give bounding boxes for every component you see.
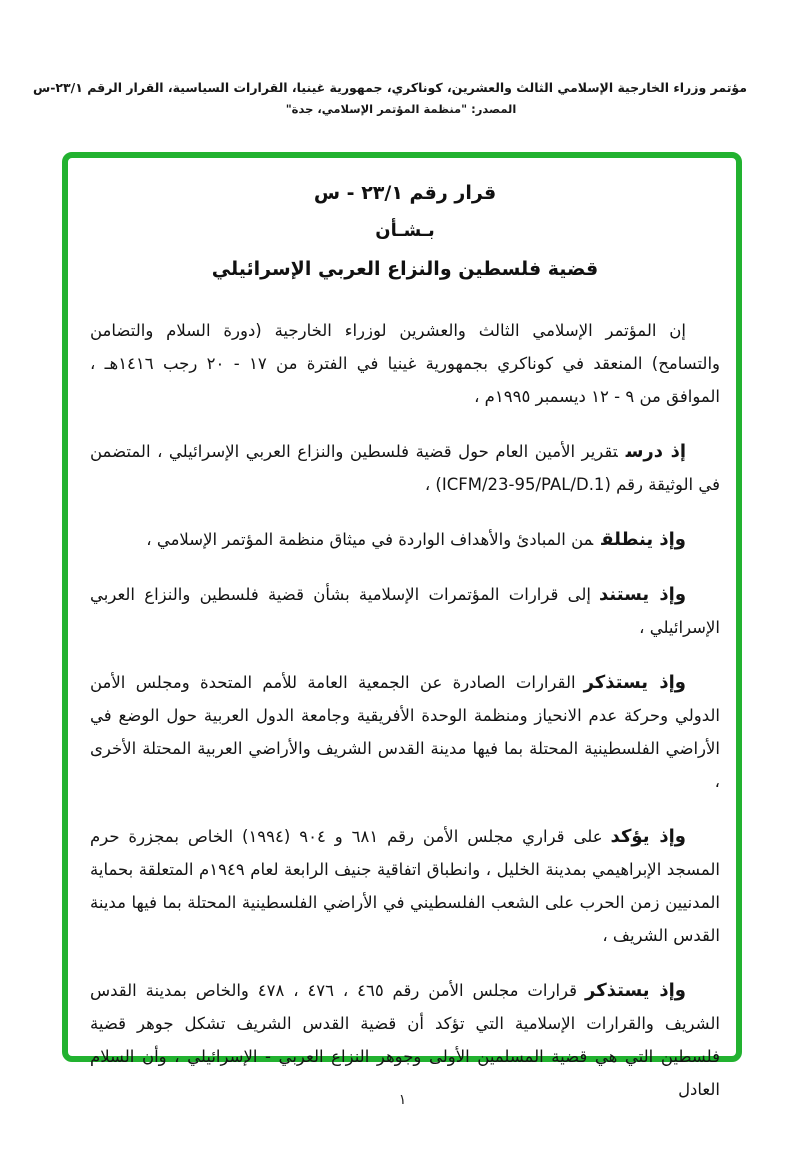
paragraph-proceeding-from (90, 523, 720, 556)
paragraph-recalling-security-council (90, 974, 720, 1106)
resolution-topic-title: قضية فلسطين والنزاع العربي الإسرائيلي (211, 258, 599, 280)
paragraph-affirming (90, 820, 720, 952)
paragraph-lead: إذ درس (625, 441, 686, 462)
paragraph-preamble (90, 314, 720, 413)
resolution-number-title: قرار رقم ٢٣/١ - س (313, 182, 497, 204)
resolution-body (68, 158, 736, 1106)
paragraph-text: على قراري مجلس الأمن رقم ٦٨١ و ٩٠٤ (١٩٩٤) الخاص بمجزرة حرم المسجد الإبراهيمي بمدينة الخليل ، وانطباق اتفاقية جنيف الرابعة لعام ١٩٤٩م المتعلقة بحماية المدنيين زمن الحرب على الشعب الفلسطيني في الأراضي الفلسطينية المحتلة بما فيها مدينة القدس الشريف ، (90, 827, 721, 945)
paragraph-text: إلى قرارات المؤتمرات الإسلامية بشأن قضية فلسطين والنزاع العربي الإسرائيلي ، (90, 585, 720, 637)
paragraph-having-studied (90, 435, 720, 501)
paragraph-text: قرارات مجلس الأمن رقم ٤٦٥ ، ٤٧٦ ، ٤٧٨ والخاص بمدينة القدس الشريف والقرارات الإسلامية التي تؤكد أن قضية القدس الشريف تشكل جوهر قضية فلسطين التي هي قضية المسلمين الأولى وجوهر النزاع العربي - الإسرائيلي ، وأن السلام العادل (90, 981, 720, 1099)
paragraph-lead: وإذ يستند (598, 584, 687, 605)
paragraph-lead: وإذ ينطلق (601, 529, 686, 550)
source-header (32, 80, 747, 116)
paragraph-text: إن المؤتمر الإسلامي الثالث والعشرين لوزراء الخارجية (دورة السلام والتضامن والتسامح) المنعقد في كوناكري بجمهورية غينيا في الفترة من ١٧ - ٢٠ رجب ١٤١٦هـ ، الموافق من ٩ - ١٢ ديسمبر ١٩٩٥م ، (90, 321, 721, 406)
resolution-title-block (90, 174, 720, 288)
paragraph-text: القرارات الصادرة عن الجمعية العامة للأمم المتحدة ومجلس الأمن الدولي وحركة عدم الانحياز ومنظمة الوحدة الأفريقية وجامعة الدول العربية حول الوضع في الأراضي الفلسطينية المحتلة بما فيها مدينة القدس الشريف والأراضي العربية المحتلة الأخرى ، (90, 673, 720, 791)
paragraph-lead: وإذ يستذكر (585, 980, 686, 1001)
resolution-green-border-box (62, 152, 742, 1099)
resolution-subject-word: بـشـأن (375, 220, 435, 241)
source-header-line2: المصدر: "منظمة المؤتمر الإسلامي، جدة" (285, 102, 517, 116)
paragraph-text: من المبادئ والأهداف الواردة في ميثاق منظمة المؤتمر الإسلامي ، (146, 530, 594, 549)
paragraph-lead: وإذ يؤكد (610, 826, 686, 847)
source-header-line1: مؤتمر وزراء الخارجية الإسلامي الثالث والعشرين، كوناكري، جمهورية غينيا، القرارات السياسية، القرار الرقم ٢٣/١-س (32, 80, 747, 95)
paragraph-text: تقرير الأمين العام حول قضية فلسطين والنزاع العربي الإسرائيلي ، المتضمن في الوثيقة رقم (ICFM/23-95/PAL/D.1) ، (90, 442, 720, 494)
paragraph-lead: وإذ يستذكر (583, 672, 686, 693)
paragraph-recalling-resolutions (90, 666, 720, 798)
paragraph-based-on (90, 578, 720, 644)
page-number: ١ (398, 1092, 407, 1108)
